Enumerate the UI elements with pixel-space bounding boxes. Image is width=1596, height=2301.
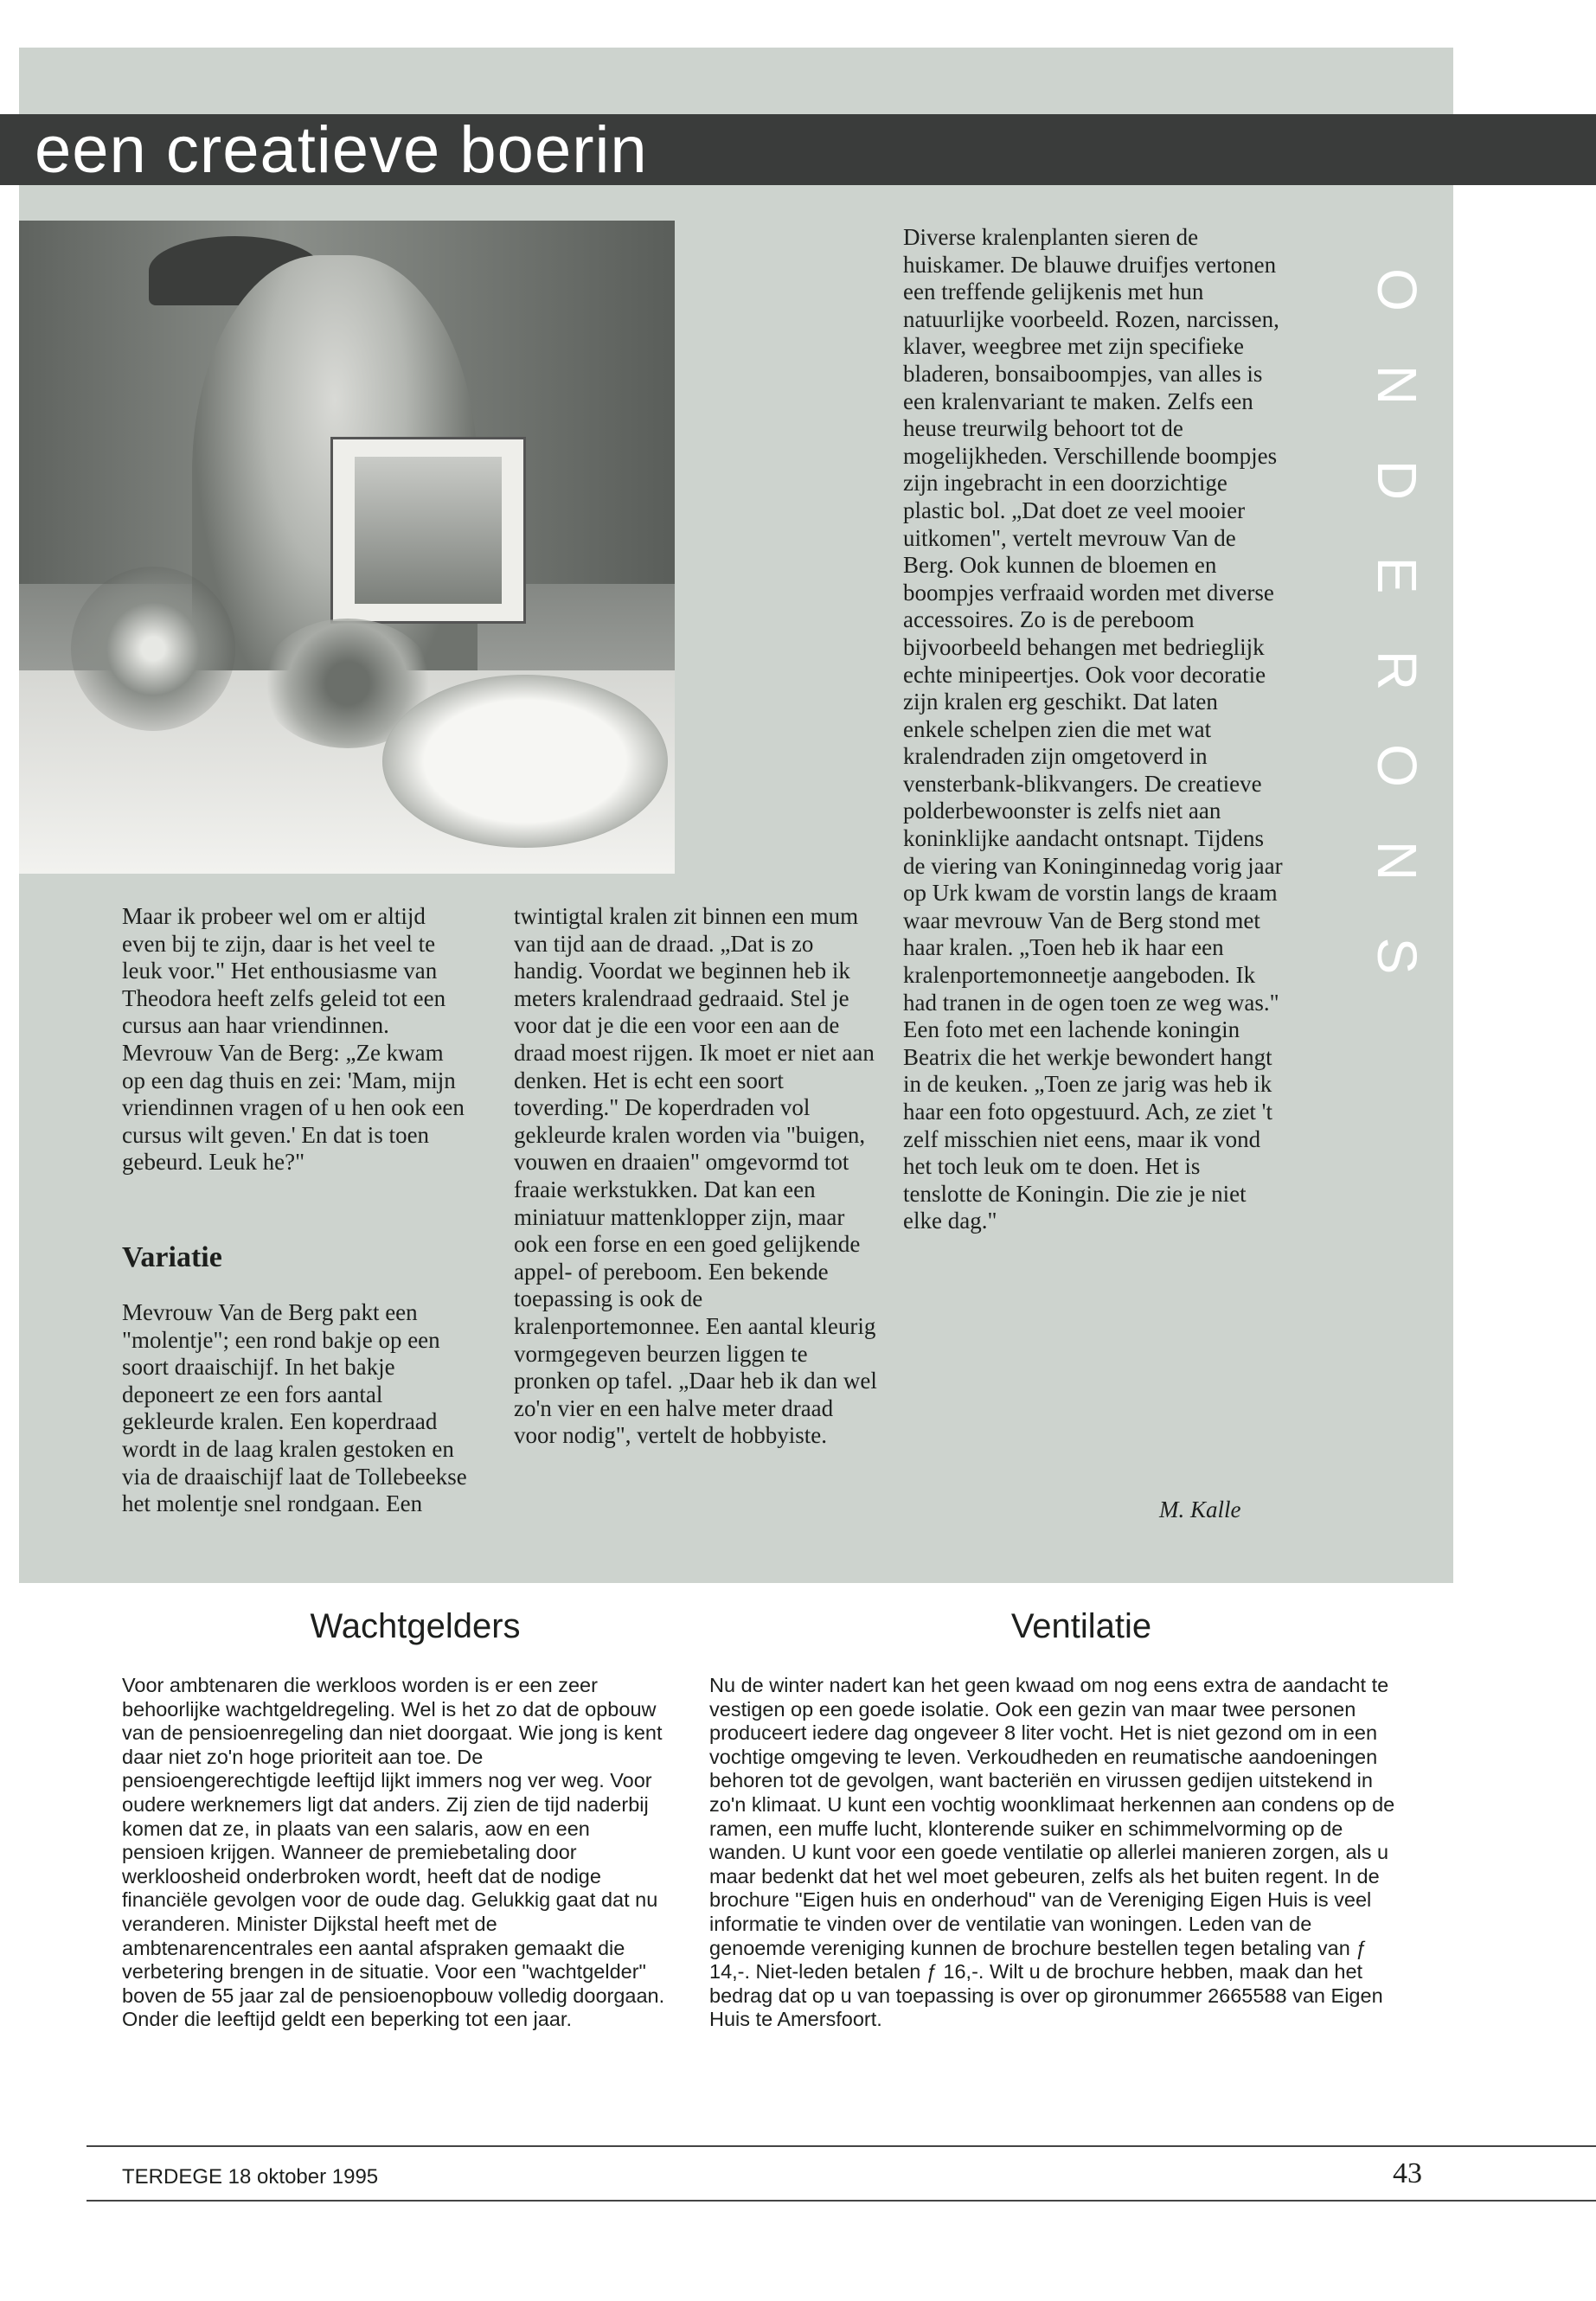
article-author: M. Kalle [1159,1497,1241,1522]
section-letter: O [1366,268,1428,311]
footer-publication: TERDEGE 18 oktober 1995 [122,2165,379,2189]
photo-bead-tree [71,567,235,731]
article-column-2: twintigtal kralen zit binnen een mum van tijd aan de draad. „Dat is zo handig. Voordat we beginnen heb ik meters kralendraad gedraaid. Stel je voor dat je die een voor een aan de draad moest rijgen. Ik moet er niet aan denken. Het is echt een soort toverding." De koperdraden vol gekleurde kralen worden via "buigen, vouwen en draaien" omgevormd tot fraaie werkstukken. Dat kan een miniatuur mattenklopper zijn, maar ook een forse en een goed gelijkende appel- of pereboom. Een bekende toepassing is ook de kralenportemonnee. Een aantal kleurig vormgegeven beurzen liggen te pronken op tafel. „Daar heb ik dan wel zo'n vier en een halve meter draad voor nodig", vertelt de hobbyiste. [514,903,877,1449]
article-subheading: Variatie [122,1241,222,1273]
box-wachtgelders-text: Voor ambtenaren die werkloos worden is er een zeer behoorlijke wachtgeldregeling. Wel is het zo dat de opbouw van de pensioenregeling dan niet doorgaat. Wie jong is kent daar niet zo'n hoge prioriteit aan toe. De pensioengerechtigde leeftijd lijkt immers nog ver weg. Voor oudere werknemers ligt dat anders. Zij zien de tijd naderbij komen dat ze, in plaats van een salaris, aow en een pensioen krijgen. Wanneer de premiebetaling door werkloosheid onderbroken wordt, heeft dat de nodige financiële gevolgen voor de oude dag. Gelukkig gaat dat nu veranderen. Minister Dijkstal heeft met de ambtenarencentrales een aantal afspraken gemaakt die verbetering brengen in de situatie. Voor een "wachtgelder" boven de 55 jaar zal de pensioenopbouw volledig doorgaan. Onder die leeftijd geldt een beperking tot een jaar. [122,1674,665,2031]
box-wachtgelders-heading: Wachtgelders [310,1607,521,1645]
section-letter: N [1366,364,1428,406]
article-photo [19,221,675,874]
section-label-vertical [1362,242,1432,1003]
box-ventilatie-heading: Ventilatie [1010,1607,1152,1645]
photo-held-picture [330,437,526,624]
article-column-3: Diverse kralenplanten sieren de huiskamer. De blauwe druifjes vertonen een treffende gelijkenis met hun natuurlijke voorbeeld. Rozen, narcissen, klaver, weegbree met zijn specifieke bladeren, bonsaiboompjes, van alles is een kralenvariant te maken. Zelfs een heuse treurwilg behoort tot de mogelijkheden. Verschillende boompjes zijn ingebracht in een doorzichtige plastic bol. „Dat doet ze veel mooier uitkomen", vertelt mevrouw Van de Berg. Ook kunnen de bloemen en boompjes verfraaid worden met diverse accessoires. Zo is de pereboom bijvoorbeeld behangen met bedrieglijk echte minipeertjes. Ook voor decoratie zijn kralen erg geschikt. Dat laten enkele schelpen zien die met wat kralendraden zijn omgetoverd in vensterbank-blikvangers. De creatieve polderbewoonster is zelfs niet aan koninklijke aandacht ontsnapt. Tijdens de viering van Koninginnedag vorig jaar op Urk kwam de vorstin langs de kraam waar mevrouw Van de Berg stond met haar kralen. „Toen heb ik haar een kralenportemonneetje aangeboden. Ik had tranen in de ogen toen ze weg was." Een foto met een lachende koningin Beatrix die het werkje bewondert hangt in de keuken. „Toen ze jarig was heb ik haar een foto opgestuurd. Ach, ze ziet 't zelf misschien niet eens, maar ik vond het toch leuk om te doen. Het is tenslotte de Koningin. Die zie je niet elke dag." [903,224,1283,1234]
section-letter: N [1366,840,1428,881]
article-column-1: Maar ik probeer wel om er altijd even bij te zijn, daar is het veel te leuk voor." Het enthousiasme van Theodora heeft zelfs geleid tot een cursus aan haar vriendinnen. Mevrouw Van de Berg: „Ze kwam op een dag thuis en zei: 'Mam, mijn vriendinnen vragen of u hen ook een cursus wilt geven.' En dat is toen gebeurd. Leuk he?" [122,903,465,1176]
footer-rule-top [87,2145,1596,2147]
box-ventilatie-text: Nu de winter nadert kan het geen kwaad om nog eens extra de aandacht te vestigen op een goede isolatie. Ook een gezin van maar twee personen produceert iedere dag ongeveer 8 liter vocht. Het is niet gezond om in een vochtige omgeving te leven. Verkoudheden en reumatische aandoeningen behoren tot de gevolgen, want bacteriën en virussen gedijen uitstekend in zo'n klimaat. U kunt een vochtig woonklimaat herkennen aan condens op de ramen, een muffe lucht, klonterende suiker en schimmelvorming op de wanden. U kunt voor een goede ventilatie op allerlei manieren zorgen, als u maar bedenkt dat het wel moet gebeuren, zelfs als het buiten regent. In de brochure "Eigen huis en onderhoud" van de Vereniging Eigen Huis is veel informatie te vinden over de ventilatie van woningen. Leden van de genoemde vereniging kunnen de brochure bestellen tegen betaling van ƒ 14,-. Niet-leden betalen ƒ 16,-. Wilt u de brochure hebben, maak dan het bedrag dat op u van toepassing is over op gironummer 2665588 van Eigen Huis te Amersfoort. [709,1674,1395,2031]
page-number: 43 [1393,2157,1422,2189]
photo-held-picture-image [355,457,502,604]
section-letter: D [1366,459,1428,501]
article-column-1-continued: Mevrouw Van de Berg pakt een "molentje"; een rond bakje op een soort draaischijf. In het bakje deponeert ze een fors aantal gekleurde kralen. Een koperdraad wordt in de laag kralen gestoken en via de draaischijf laat de Tollebeekse het molentje snel rondgaan. Een [122,1299,467,1517]
section-letter: E [1366,556,1428,594]
section-letter: R [1366,650,1428,691]
article-title: een creatieve boerin [35,113,648,187]
footer-rule-bottom [87,2200,1596,2202]
section-letter: O [1366,744,1428,787]
photo-bead-tray [382,675,668,848]
section-letter: S [1366,937,1428,975]
